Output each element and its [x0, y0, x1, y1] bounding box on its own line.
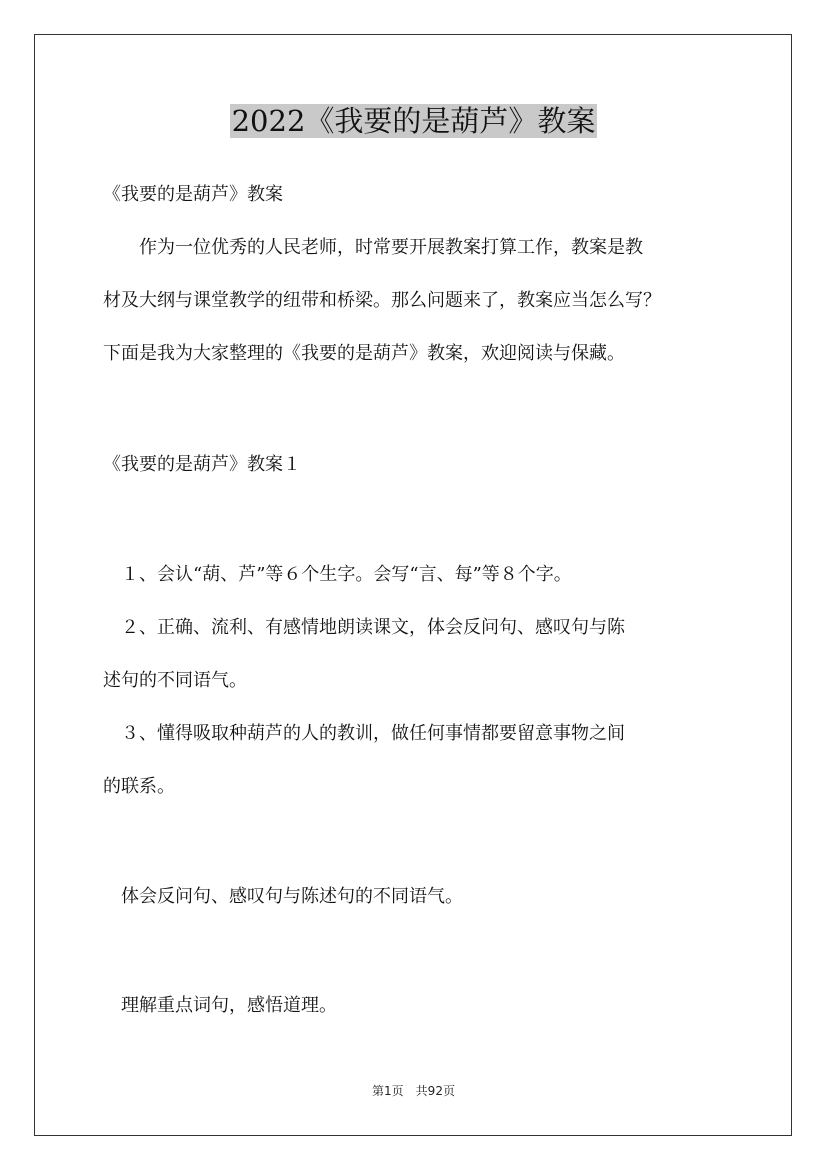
paragraph-line: 作为一位优秀的人民老师，时常要开展教案打算工作，教案是教 — [103, 237, 643, 258]
document-title-text: 2022《我要的是葫芦》教案 — [231, 104, 596, 138]
key-point-line: 理解重点词句，感悟道理。 — [103, 995, 337, 1016]
objective-item-continuation: 述句的不同语气。 — [103, 670, 247, 691]
objective-item: ２、正确、流利、有感情地朗读课文，体会反问句、感叹句与陈 — [103, 617, 625, 638]
objective-item: １、会认“葫、芦”等６个生字。会写“言、每”等８个字。 — [103, 564, 572, 585]
subtitle-line: 《我要的是葫芦》教案 — [103, 184, 283, 205]
section-heading: 《我要的是葫芦》教案１ — [103, 454, 301, 475]
paragraph-line: 下面是我为大家整理的《我要的是葫芦》教案，欢迎阅读与保藏。 — [103, 343, 625, 364]
page-number-footer: 第1页 共92页 — [372, 1084, 455, 1098]
document-title — [0, 100, 827, 142]
objective-item: ３、懂得吸取种葫芦的人的教训，做任何事情都要留意事物之间 — [103, 723, 625, 744]
key-point-line: 体会反问句、感叹句与陈述句的不同语气。 — [103, 886, 463, 907]
objective-item-continuation: 的联系。 — [103, 776, 175, 797]
paragraph-line: 材及大纲与课堂教学的纽带和桥梁。那么问题来了，教案应当怎么写？ — [103, 290, 661, 311]
